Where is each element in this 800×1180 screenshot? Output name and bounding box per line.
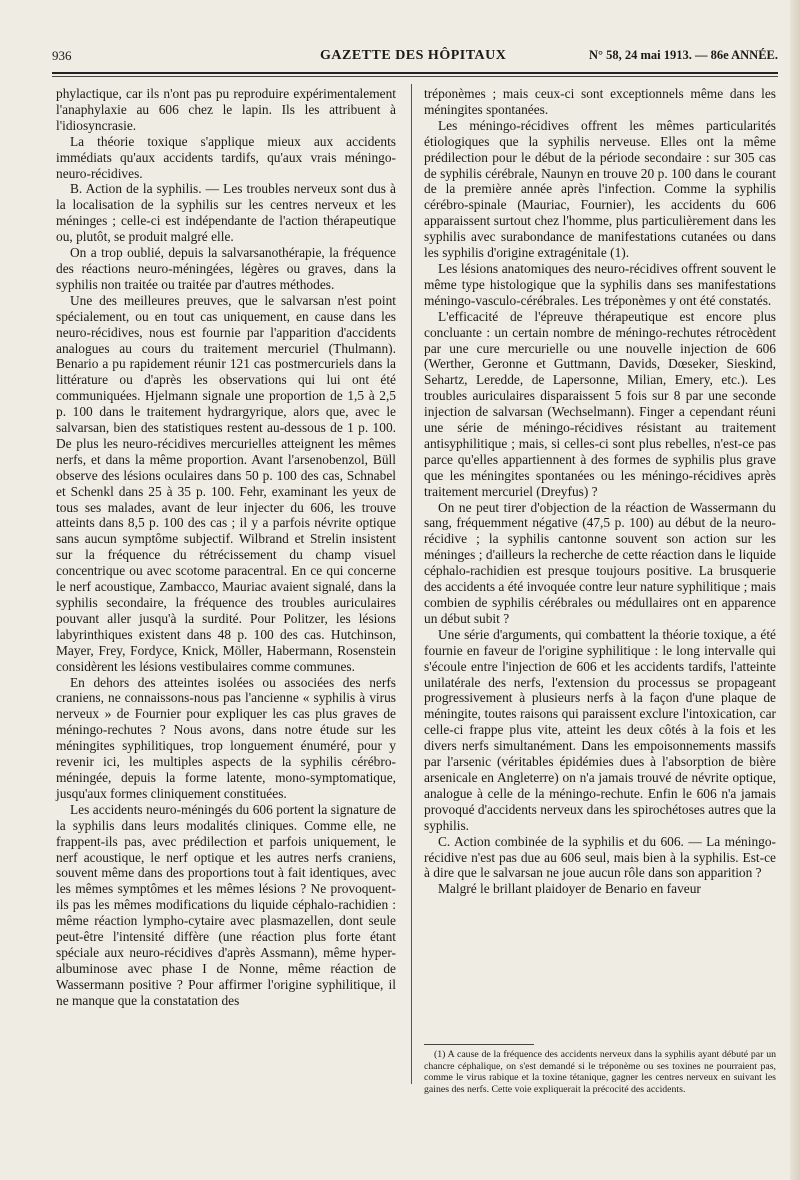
paragraph: Les lésions anatomiques des neuro-récidives offrent souvent le même type histologique que la syphilis dans ses manifestations méningo-vasculo-cérébrales. Les tréponèmes y ont été constatés. — [424, 260, 776, 308]
journal-title: GAZETTE DES HÔPITAUX — [320, 48, 507, 63]
header-rule-thin — [52, 76, 778, 77]
section-c-paragraph: C. Action combinée de la syphilis et du 606. — La méningo-récidive n'est pas due au 606 seul, mais bien à la syphilis. Est-ce à dire que le salvarsan ne joue aucun rôle dans son apparition ? — [424, 833, 776, 881]
paragraph: phylactique, car ils n'ont pas pu reproduire expérimentalement l'anaphylaxie au 606 chez le lapin. Ils les attribuent à l'idiosyncrasie. — [56, 86, 396, 133]
footnote-text: (1) A cause de la fréquence des accidents nerveux dans la syphilis ayant débuté par un chancre céphalique, on s'est demandé si le tréponème ou ses toxines ne pourraient pas, comme le virus rabique et la toxine tétanique, gagner les centres nerveux en suivant les gaines des nerfs. Cette voie expliquerait la précocité des accidents. — [424, 1049, 776, 1095]
paragraph: L'efficacité de l'épreuve thérapeutique est encore plus concluante : un certain nombre de méningo-rechutes rétrocèdent par une cure mercurielle ou une nouvelle injection de 606 (Werther, Geronne et Guttmann, Davids, Dœseker, Sieskind, Sehartz, Leredde, de Lapersonne, Milian, Emery, etc.). Les troubles auriculaires disparaissent 5 fois sur 8 par une seconde injection de salvarsan (Wechselmann). Finger a cependant réuni une série de méningo-récidives résistant au traitement antisyphilitique ; mais, si celles-ci sont plus rebelles, n'est-ce pas parce qu'elles appartiennent à des formes de syphilis plus grave que les méningites spontanées ou les méningo-récidives après traitement mercuriel (Dreyfus) ? — [424, 308, 776, 499]
paragraph: tréponèmes ; mais ceux-ci sont exceptionnels même dans les méningites spontanées. — [424, 86, 776, 117]
paragraph: La théorie toxique s'applique mieux aux accidents immédiats qu'aux accidents tardifs, qu'aux vrais méningo-neuro-récidives. — [56, 133, 396, 181]
page-edge — [790, 0, 800, 1180]
column-divider — [411, 84, 412, 1084]
issue-info: N° 58, 24 mai 1913. — 86e ANNÉE. — [588, 48, 778, 62]
paragraph: Les méningo-récidives offrent les mêmes particularités étiologiques que la syphilis nerveuse. Elles ont la même prédilection pour le début de la période secondaire : sur 305 cas de syphilis cérébrale, Naunyn en trouve 20 p. 100 dans le courant de la première année après l'infection. Comme la syphilis cérébro-spinale (Mauriac, Fournier), les accidents du 606 apparaissent surtout chez l'homme, plus particulièrement dans les syphilis avec surabondance de manifestations cutanées ou dans les syphilis d'origine extragénitale (1). — [424, 117, 776, 261]
paragraph: Une série d'arguments, qui combattent la théorie toxique, a été fournie en faveur de l'origine syphilitique : le long intervalle qui s'écoule entre l'injection de 606 et les accidents tardifs, l'atteinte unilatérale des nerfs, l'extension du processus se propageant progressivement à plusieurs nerfs à la façon d'une plaque de méningite, toutes raisons qui paraissent exclure l'intoxication, car celle-ci frappe plus vite, atteint les deux côtés à la fois et les divers nerfs simultanément. Dans les empoisonnements massifs par l'arsenic (véritables épidémies dues à l'absorption de bière arsenicale en Angleterre) on n'a jamais trouvé de névrite optique, analogue à celle de la méningo-rechute. Enfin le 606 n'a jamais provoqué d'accidents nerveux dans les spirochétoses autres que la syphilis. — [424, 626, 776, 833]
paragraph: On ne peut tirer d'objection de la réaction de Wassermann du sang, fréquemment négative (47,5 p. 100) au début de la neuro-récidive ; la syphilis cantonne souvent son action sur les méninges ; d'ailleurs la recherche de cette réaction dans le liquide céphalo-rachidien est presque toujours positive. La brusquerie des accidents a été invoquée contre leur nature syphilitique ; mais combien de syphilis cérébrales ou médullaires ont en apparence un début subit ? — [424, 499, 776, 626]
right-column — [424, 86, 776, 897]
footnote — [424, 1049, 776, 1095]
section-b-paragraph: B. Action de la syphilis. — Les troubles nerveux sont dus à la localisation de la syphilis sur les centres nerveux et les méninges ; celle-ci est indépendante de l'action thérapeutique ou, plutôt, se produit malgré elle. — [56, 181, 396, 245]
paragraph: En dehors des atteintes isolées ou associées des nerfs craniens, ne connaissons-nous pas l'ancienne « syphilis à virus nerveux » de Fournier pour expliquer les cas plus graves de méningo-rechutes ? Nous avons, dans notre étude sur les méningites syphilitiques, trop longuement énuméré, pour y revenir ici, les multiples aspects de la syphilis cérébro-méningée, depuis la forme latente, mono-symptomatique, jusqu'aux formes cliniquement constituées. — [56, 674, 396, 801]
page-number: 936 — [52, 48, 72, 63]
left-column — [56, 86, 396, 1009]
header-rule — [52, 72, 778, 74]
paragraph: On a trop oublié, depuis la salvarsanothérapie, la fréquence des réactions neuro-méningées, légères ou graves, dans la syphilis non traitée ou traitée par d'autres méthodes. — [56, 245, 396, 292]
page-header — [52, 44, 778, 70]
paragraph: Les accidents neuro-méningés du 606 portent la signature de la syphilis dans leurs modalités cliniques. Comme elle, ne frappent-ils pas, avec prédilection et parfois uniquement, le nerf acoustique, le nerf optique et les autres nerfs craniens, souvent même dans des proportions tout à fait identiques, avec les mêmes symptômes et les mêmes lésions ? Ne provoquent-ils pas les mêmes modifications du liquide céphalo-rachidien : même réaction lympho-cytaire avec plasmazellen, dont seule peut-être l'intensité diffère (une réaction plus forte étant spéciale aux neuro-récidives d'après Assmann), même hyper-albuminose avec phase I de Nonne, même réaction de Wassermann positive ? Pour affirmer l'origine syphilitique, il ne manque que la constatation des — [56, 801, 396, 1008]
paragraph: Une des meilleures preuves, que le salvarsan n'est point spécialement, ou en tout cas uniquement, en cause dans les neuro-récidives, nous est fournie par l'apparition d'accidents analogues au cours du traitement mercuriel (Thulmann). Benario a pu rapidement réunir 121 cas postmercuriels dans la littérature ou d'après les observations qui lui ont été communiquées. Hjelmann signale une proportion de 1,5 à 2,5 p. 100 dans le traitement hydrargyrique, alors que, avec le salvarsan, bien des statistiques restent au-dessous de 1 p. 100. De plus les neuro-récidives mercurielles atteignent les mêmes nerfs, et dans la même proportion. Avant l'arsenobenzol, Büll observe des lésions oculaires dans 50 p. 100 des cas, Schnabel et Schenkl dans 25 à 35 p. 100. Fehr, examinant les yeux de tous ses malades, avant de leur injecter du 606, les trouve atteints dans 8,5 p. 100 des cas ; il y a parfois névrite optique sans aucun symptôme subjectif. Wilbrand et Strelin insistent sur la fréquence du rétrécissement du champ visuel concentrique ou avec scotome paracentral. En ce qui concerne le nerf acoustique, Zambacco, Mauriac avaient signalé, dans la syphilis secondaire, la fréquence des troubles auriculaires pouvant aller jusqu'à la surdité. Pour Politzer, les lésions labyrinthiques existent dans 48 p. 100 des cas. Hutchinson, Mayer, Frey, Fordyce, Knick, Möller, Habermann, Rosenstein considèrent les lésions vestibulaires comme communes. — [56, 292, 396, 674]
paragraph: Malgré le brillant plaidoyer de Benario en faveur — [438, 881, 701, 897]
footnote-rule — [424, 1044, 534, 1045]
